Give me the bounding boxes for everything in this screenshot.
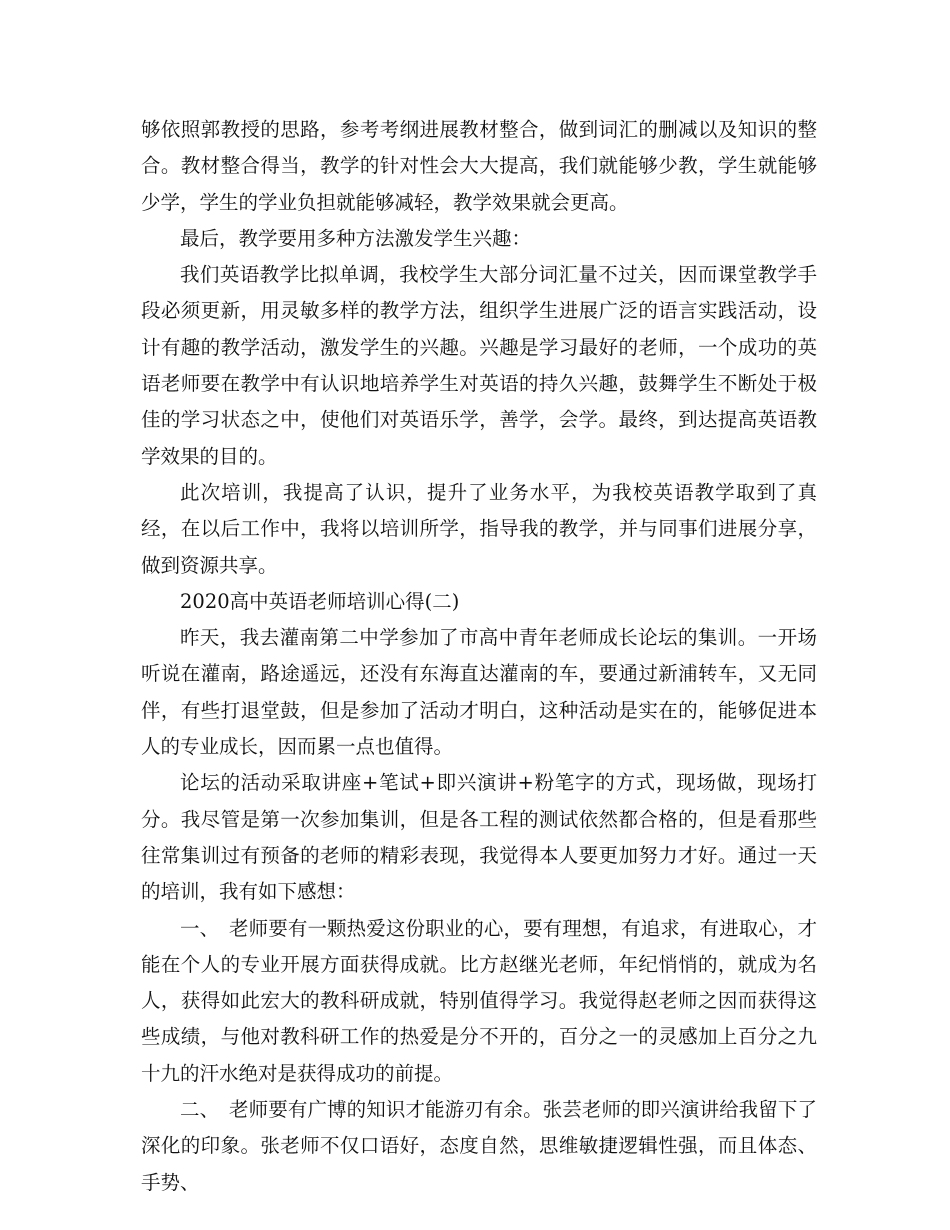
paragraph-point-one: 一、 老师要有一颗热爱这份职业的心，要有理想，有追求，有进取心，才能在个人的专业开展方面获得成就。比方赵继光老师，年纪悄悄的，就成为名人，获得如此宏大的教科研成就，特别值得学习。我觉得赵老师之因而获得这些成绩，与他对教科研工作的热爱是分不开的，百分之一的灵感加上百分之九十九的汗水绝对是获得成功的前提。 (141, 916, 817, 1085)
section-title: 2020高中英语老师培训心得(二) (180, 589, 460, 613)
paragraph-interest: 我们英语教学比拟单调，我校学生大部分词汇量不过关，因而课堂教学手段必须更新，用灵敏多样的教学方法，组织学生进展广泛的语言实践活动，设计有趣的教学活动，激发学生的兴趣。兴趣是学习最好的老师，一个成功的英语老师要在教学中有认识地培养学生对英语的持久兴趣，鼓舞学生不断处于极佳的学习状态之中，使他们对英语乐学，善学，会学。最终，到达提高英语教学效果的目的。 (141, 263, 817, 468)
paragraph-training-summary: 此次培训，我提高了认识，提升了业务水平，为我校英语教学取到了真经，在以后工作中，我将以培训所学，指导我的教学，并与同事们进展分享，做到资源共享。 (141, 480, 817, 577)
paragraph-forum: 论坛的活动采取讲座+笔试+即兴演讲+粉笔字的方式，现场做，现场打分。我尽管是第一次参加集训，但是各工程的测试依然都合格的，但是看那些往常集训过有预备的老师的精彩表现，我觉得本人要更加努力才好。通过一天的培训，我有如下感想： (141, 771, 817, 904)
paragraph-yesterday: 昨天，我去灌南第二中学参加了市高中青年老师成长论坛的集训。一开场听说在灌南，路途遥远，还没有东海直达灌南的车，要通过新浦转车，又无同伴，有些打退堂鼓，但是参加了活动才明白，这种活动是实在的，能够促进本人的专业成长，因而累一点也值得。 (141, 626, 817, 759)
paragraph-continuation: 够依照郭教授的思路，参考考纲进展教材整合，做到词汇的删减以及知识的整合。教材整合得当，教学的针对性会大大提高，我们就能够少教，学生就能够少学，学生的学业负担就能够减轻，教学效果就会更高。 (141, 118, 817, 214)
paragraph-point-two: 二、 老师要有广博的知识才能游刃有余。张芸老师的即兴演讲给我留下了深化的印象。张老师不仅口语好，态度自然，思维敏捷逻辑性强，而且体态、手势、 (141, 1098, 817, 1194)
paragraph-finally-heading: 最后，教学要用多种方法激发学生兴趣： (180, 226, 532, 250)
document-body (141, 112, 817, 1201)
